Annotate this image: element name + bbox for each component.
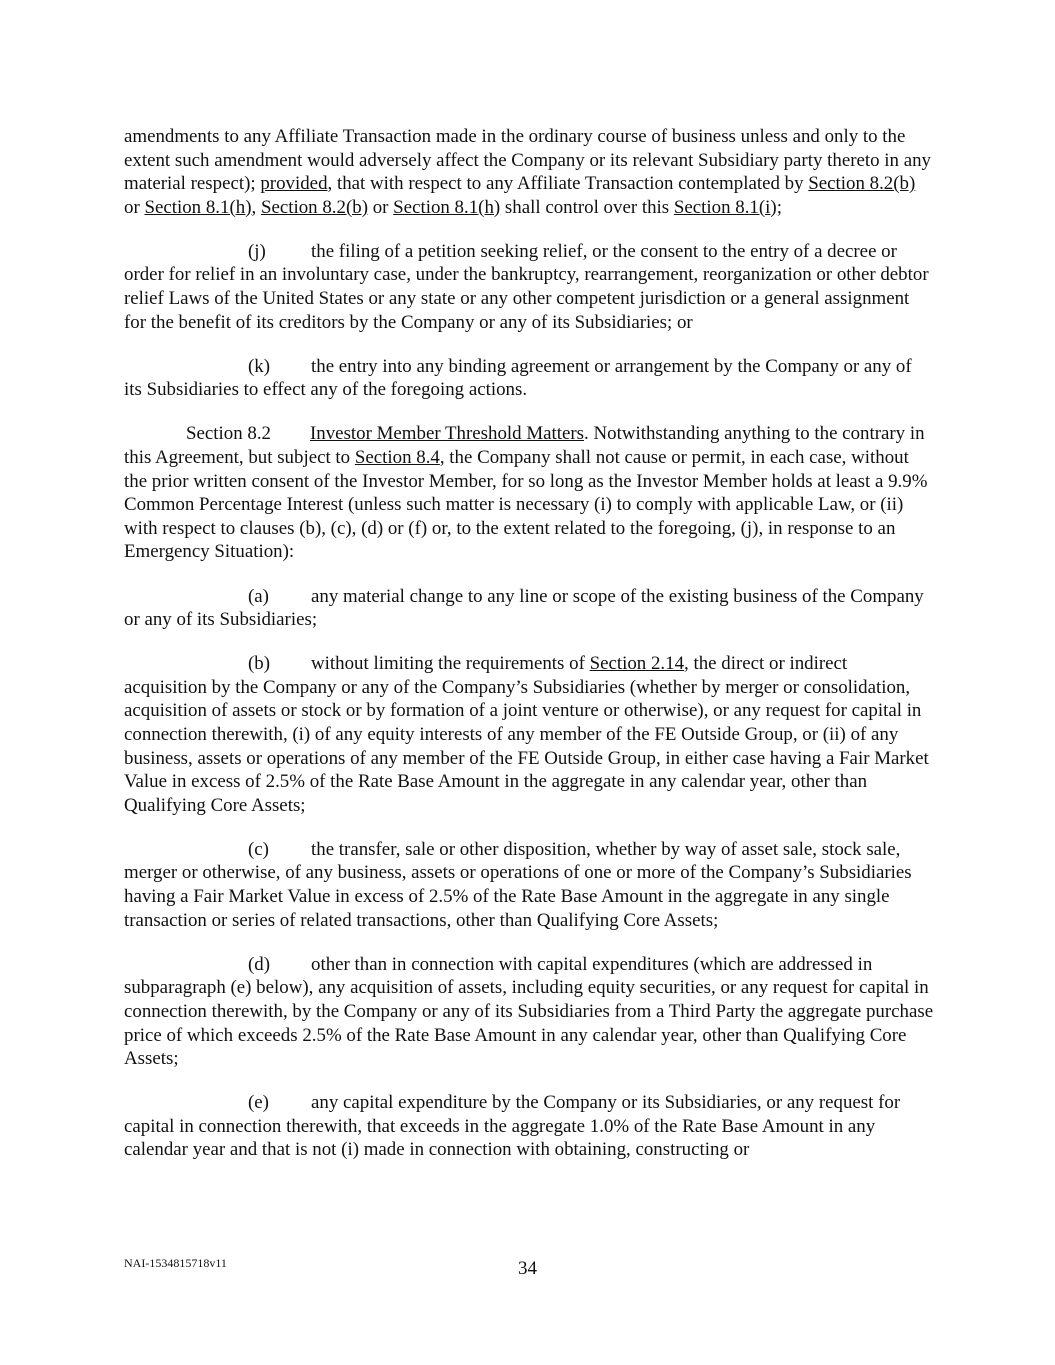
text-run: or [124,196,145,218]
paragraph-continuation [124,125,934,219]
clause-k [124,355,934,402]
section-reference: Section 8.4 [354,447,440,469]
section-reference: Section 8.1(h) [393,196,501,218]
clause-label: (a) [248,585,269,607]
text-run: ; [776,196,782,218]
clause-b [124,652,934,817]
text-run: amendments to any Affiliate Transaction made in the ordinary course of business unless and only to the extent such amendment would adversely affect the Company or its relevant Subsidiary party thereto in any material respect); [124,126,931,195]
clause-a [124,585,934,632]
clause-text: other than in connection with capital expenditures (which are addressed in subparagraph (e) below), any acquisition of assets, including equity securities, or any request for capital in connection therewith, by the Company or any of its Subsidiaries from a Third Party the aggregate purchase price of which exceeds 2.5% of the Rate Base Amount in any calendar year, other than Qualifying Core Assets; [124,953,934,1070]
clause-text: the transfer, sale or other disposition, whether by way of asset sale, stock sale, merger or otherwise, of any business, assets or operations of one or more of the Company’s Subsidiaries having a Fair Market Value in excess of 2.5% of the Rate Base Amount in the aggregate in any single transaction or series of related transactions, other than Qualifying Core Assets; [124,838,912,931]
clause-text: any capital expenditure by the Company or its Subsidiaries, or any request for capital in connection therewith, that exceeds in the aggregate 1.0% of the Rate Base Amount in any calendar year and that is not (i) made in connection with obtaining, constructing or [124,1092,901,1161]
text-run: . Notwithstanding anything to the contrary in this Agreement, but subject to [124,423,925,469]
text-run: , that with respect to any Affiliate Transaction contemplated by [327,173,809,195]
document-id: NAI-1534815718v11 [124,1256,227,1270]
text-run: , the Company shall not cause or permit, in each case, without the prior written consent of the Investor Member, for so long as the Investor Member holds at least a 9.9% Common Percentage Interest (unless such matter is necessary (i) to comply with applicable Law, or (ii) with respect to clauses (b), (c), (d) or (f) or, to the extent related to the foregoing, (j), in response to an Emergency Situation): [124,447,928,563]
section-reference: Section 8.2(b) [808,173,916,195]
section-reference: Section 8.1(i) [673,196,777,218]
text-run: shall control over this [500,196,674,218]
clause-e [124,1091,934,1162]
clause-label: (d) [248,953,271,975]
clause-label: (c) [248,838,269,860]
clause-label: (k) [248,355,271,377]
clause-label: (b) [248,653,271,675]
section-reference: Section 8.2(b) [260,196,368,218]
section-reference: Section 8.1(h) [144,196,252,218]
provided-term: provided [260,173,328,195]
section-heading: Investor Member Threshold Matters [310,423,585,445]
clause-label: (j) [248,240,266,262]
section-number: Section 8.2 [186,423,271,445]
clause-text: any material change to any line or scope of the existing business of the Company or any of its Subsidiaries; [124,585,924,631]
text-run: , the direct or indirect acquisition by the Company or any of the Company’s Subsidiaries (whether by merger or consolidation, acquisition of assets or stock or by formation of a joint venture or otherwise), or any request for capital in connection therewith, (i) of any equity interests of any member of the FE Outside Group, or (ii) of any business, assets or operations of any member of the FE Outside Group, in either case having a Fair Market Value in excess of 2.5% of the Rate Base Amount in the aggregate in any calendar year, other than Qualifying Core Assets; [124,653,929,816]
page-number: 34 [518,1258,537,1279]
section-8-2 [124,422,934,564]
text-run: or [367,196,394,218]
text-run: without limiting the requirements of [311,653,590,675]
clause-text: the filing of a petition seeking relief, or the consent to the entry of a decree or order for relief in an involuntary case, under the bankruptcy, rearrangement, reorganization or other debtor relief Laws of the United States or any state or any other competent jurisdiction or a general assignment for the benefit of its creditors by the Company or any of its Subsidiaries; or [124,240,929,333]
clause-label: (e) [248,1092,269,1114]
text-run: , [251,196,261,218]
document-body [124,125,934,1182]
clause-c [124,838,934,932]
clause-text: the entry into any binding agreement or arrangement by the Company or any of its Subsidiaries to effect any of the foregoing actions. [124,355,912,401]
clause-j [124,240,934,334]
section-reference: Section 2.14 [589,653,685,675]
clause-d [124,953,934,1071]
